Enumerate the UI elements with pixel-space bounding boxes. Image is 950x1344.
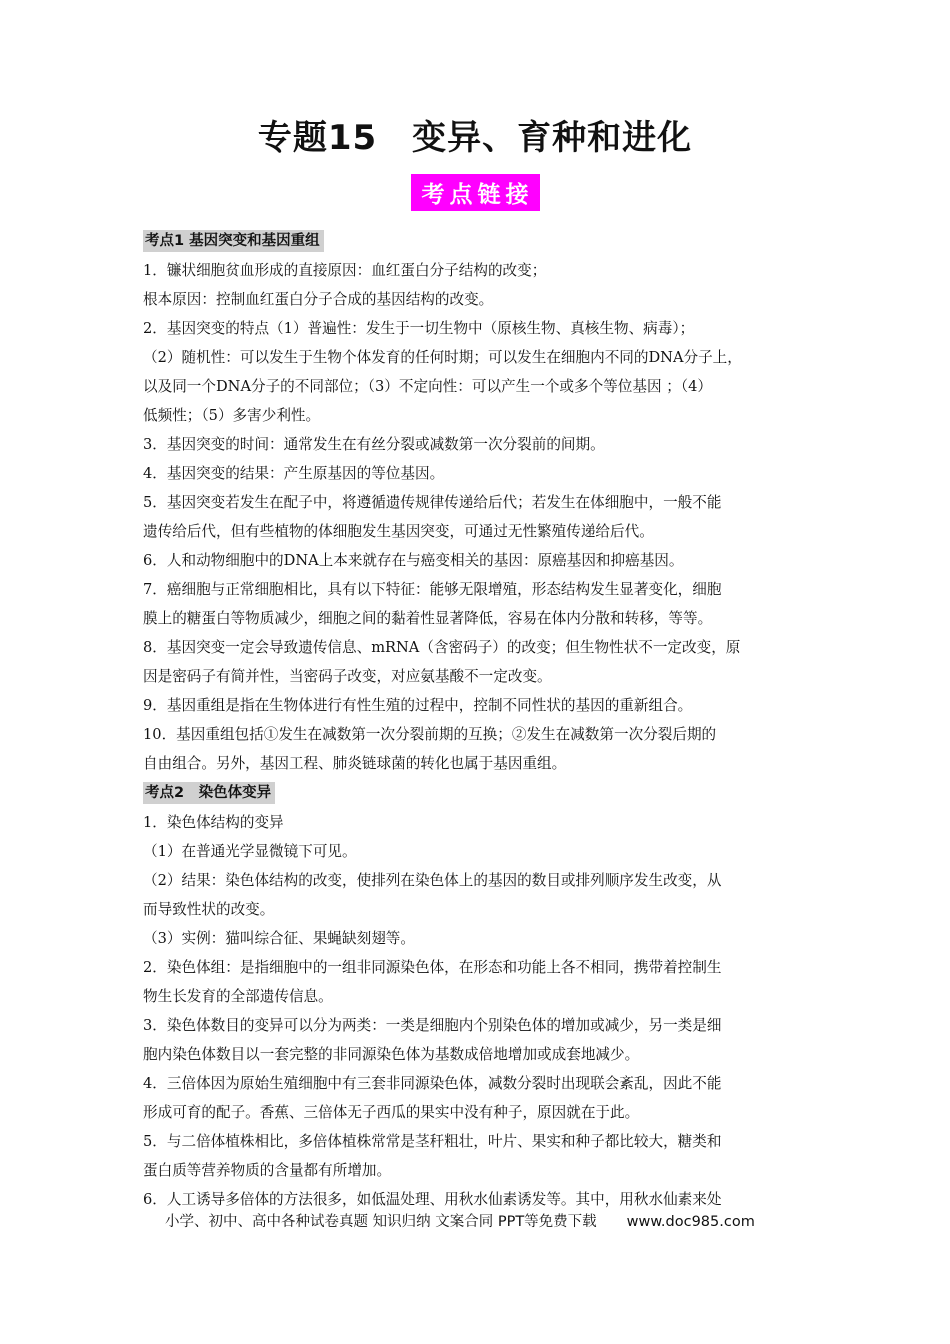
- text-line: 5．与二倍体植株相比，多倍体植株常常是茎秆粗壮，叶片、果实和种子都比较大，糖类和: [143, 1133, 722, 1150]
- text-line: 膜上的糖蛋白等物质减少，细胞之间的黏着性显著降低，容易在体内分散和转移，等等。: [143, 610, 713, 627]
- text-line: 10．基因重组包括①发生在减数第一次分裂前期的互换；②发生在减数第一次分裂后期的: [143, 726, 717, 743]
- text-line: 形成可育的配子。香蕉、三倍体无子西瓜的果实中没有种子，原因就在于此。: [143, 1104, 640, 1121]
- text-line: 物生长发育的全部遗传信息。: [143, 988, 333, 1005]
- footer: [165, 1210, 865, 1231]
- text-line: 4．基因突变的结果：产生原基因的等位基因。: [143, 465, 445, 482]
- text-line: 7．癌细胞与正常细胞相比，具有以下特征：能够无限增殖，形态结构发生显著变化，细胞: [143, 581, 722, 598]
- text-line: 4．三倍体因为原始生殖细胞中有三套非同源染色体，减数分裂时出现联会紊乱，因此不能: [143, 1075, 722, 1092]
- text-line: 胞内染色体数目以一套完整的非同源染色体为基数成倍地增加或成套地减少。: [143, 1046, 640, 1063]
- text-line: 6．人和动物细胞中的DNA上本来就存在与癌变相关的基因：原癌基因和抑癌基因。: [143, 552, 684, 569]
- section-heading: 考点2 染色体变异: [143, 782, 275, 804]
- text-line: （2）结果：染色体结构的改变，使排列在染色体上的基因的数目或排列顺序发生改变，从: [143, 872, 722, 889]
- text-line: 6．人工诱导多倍体的方法很多，如低温处理、用秋水仙素诱发等。其中，用秋水仙素来处: [143, 1191, 722, 1208]
- text-line: 低频性；（5）多害少利性。: [143, 407, 321, 424]
- section-heading-row: [143, 778, 823, 808]
- text-line: 1．染色体结构的变异: [143, 814, 284, 831]
- footer-text: 小学、初中、高中各种试卷真题 知识归纳 文案合同 PPT等免费下载: [165, 1214, 597, 1230]
- text-line: 2．染色体组：是指细胞中的一组非同源染色体，在形态和功能上各不相同，携带着控制生: [143, 959, 722, 976]
- text-line: 2．基因突变的特点（1）普遍性：发生于一切生物中（原核生物、真核生物、病毒）；: [143, 320, 695, 337]
- footer-url[interactable]: www.doc985.com: [626, 1214, 755, 1230]
- badge-wrap: [0, 174, 950, 211]
- section-heading-row: [143, 226, 823, 256]
- section-badge: 考点链接: [411, 174, 540, 211]
- text-line: 9．基因重组是指在生物体进行有性生殖的过程中，控制不同性状的基因的重新组合。: [143, 697, 693, 714]
- text-line: （3）实例：猫叫综合征、果蝇缺刻翅等。: [143, 930, 415, 947]
- text-line: 根本原因：控制血红蛋白分子合成的基因结构的改变。: [143, 291, 494, 308]
- page-title: 专题15 变异、育种和进化: [257, 118, 693, 158]
- text-line: 遗传给后代，但有些植物的体细胞发生基因突变，可通过无性繁殖传递给后代。: [143, 523, 654, 540]
- text-line: 蛋白质等营养物质的含量都有所增加。: [143, 1162, 392, 1179]
- text-line: 8．基因突变一定会导致遗传信息、mRNA（含密码子）的改变；但生物性状不一定改变，原: [143, 639, 741, 656]
- text-line: 因是密码子有简并性，当密码子改变，对应氨基酸不一定改变。: [143, 668, 552, 685]
- text-line: 1．镰状细胞贫血形成的直接原因：血红蛋白分子结构的改变；: [143, 262, 547, 279]
- text-line: 5．基因突变若发生在配子中，将遵循遗传规律传递给后代；若发生在体细胞中，一般不能: [143, 494, 722, 511]
- text-line: 自由组合。另外，基因工程、肺炎链球菌的转化也属于基因重组。: [143, 755, 567, 772]
- text-line: （1）在普通光学显微镜下可见。: [143, 843, 357, 860]
- section-heading: 考点1 基因突变和基因重组: [143, 230, 324, 252]
- content: [143, 226, 823, 1214]
- text-line: （2）随机性：可以发生于生物个体发育的任何时期；可以发生在细胞内不同的DNA分子上，: [143, 349, 742, 366]
- text-line: 3．染色体数目的变异可以分为两类：一类是细胞内个别染色体的增加或减少，另一类是细: [143, 1017, 722, 1034]
- text-line: 以及同一个DNA分子的不同部位；（3）不定向性：可以产生一个或多个等位基因 ；（4）: [143, 378, 712, 395]
- text-line: 而导致性状的改变。: [143, 901, 275, 918]
- text-line: 3．基因突变的时间：通常发生在有丝分裂或减数第一次分裂前的间期。: [143, 436, 605, 453]
